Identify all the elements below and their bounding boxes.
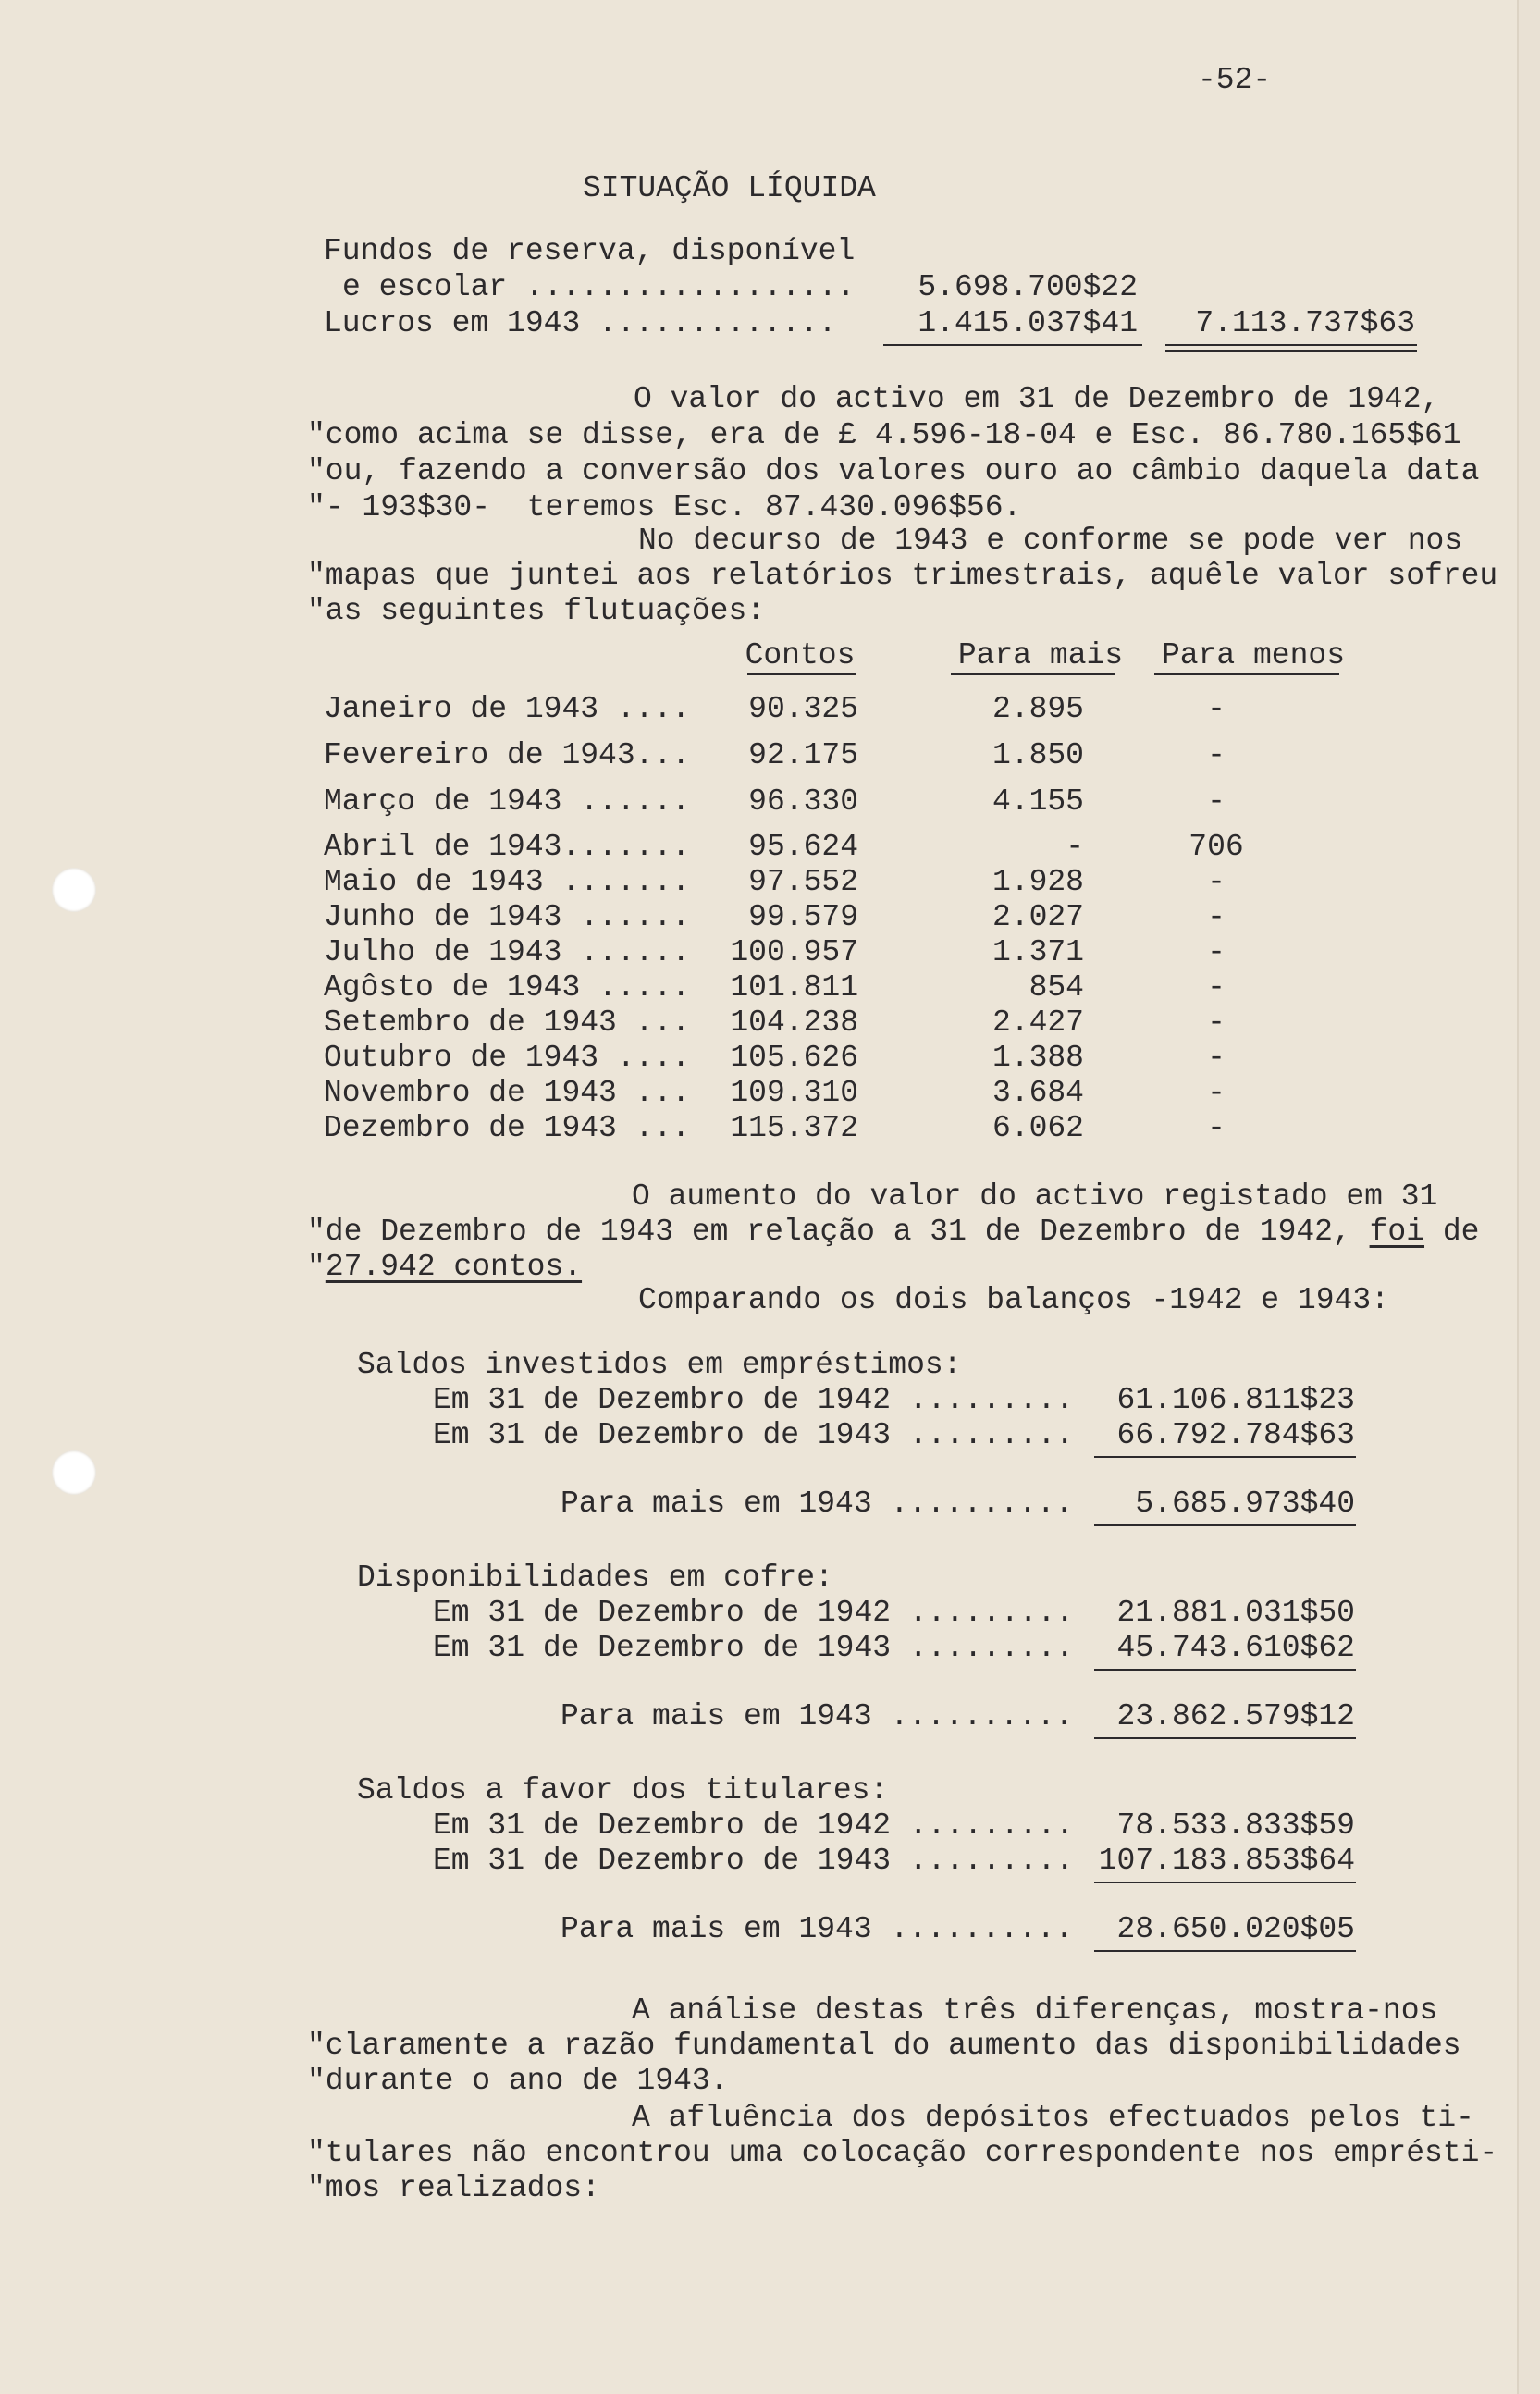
paragraph-3-line-3 — [307, 1250, 582, 1285]
table-row-para-menos: - — [1207, 900, 1226, 934]
paragraph-3-underlined-word: foi — [1369, 1215, 1425, 1249]
table-row-contos: 96.330 — [748, 784, 858, 819]
double-underline — [1165, 344, 1417, 346]
paragraph-2-line-2: "mapas que juntei aos relatórios trimestrais, aquêle valor sofreu — [307, 559, 1498, 593]
header-underline — [747, 673, 856, 675]
table-row-para-menos: - — [1207, 865, 1226, 899]
table-row-contos: 92.175 — [748, 738, 858, 772]
paragraph-1-line-3: "ou, fazendo a conversão dos valores ouro ao câmbio daquela data — [307, 454, 1480, 488]
section-row-value: 61.106.811$23 — [1116, 1383, 1355, 1417]
section-heading: Saldos investidos em empréstimos: — [357, 1348, 962, 1382]
reserve-total: 7.113.737$63 — [1195, 306, 1415, 340]
table-row-para-mais: 1.850 — [992, 738, 1084, 772]
table-row-month: Julho de 1943 ...... — [324, 935, 691, 969]
table-row-contos: 99.579 — [748, 900, 858, 934]
table-row-month: Março de 1943 ...... — [324, 784, 691, 819]
section-title: SITUAÇÃO LÍQUIDA — [583, 171, 876, 205]
page-number: -52- — [1198, 63, 1272, 97]
section-row-label: Em 31 de Dezembro de 1942 ......... — [433, 1808, 1075, 1843]
difference-label: Para mais em 1943 .......... — [561, 1487, 1074, 1521]
paragraph-1-line-4: "- 193$30- teremos Esc. 87.430.096$56. — [307, 490, 1022, 524]
table-row-contos: 115.372 — [730, 1111, 858, 1145]
table-row-para-mais: 3.684 — [992, 1076, 1084, 1110]
column-header-para-mais: Para mais — [957, 638, 1124, 673]
difference-underline — [1094, 1950, 1356, 1952]
table-row-para-menos: - — [1207, 738, 1226, 772]
section-row-label: Em 31 de Dezembro de 1943 ......... — [433, 1418, 1075, 1452]
table-row-month: Abril de 1943....... — [324, 830, 691, 864]
paragraph-3-line-2 — [307, 1215, 1479, 1250]
header-underline — [1154, 673, 1339, 675]
section-row-label: Em 31 de Dezembro de 1943 ......... — [433, 1844, 1075, 1878]
difference-underline — [1094, 1524, 1356, 1526]
paragraph-1-line-1: O valor do activo em 31 de Dezembro de 1942, — [634, 382, 1440, 416]
table-row-para-mais: 854 — [1029, 970, 1084, 1005]
difference-underline — [1094, 1737, 1356, 1739]
comparing-heading: Comparando os dois balanços -1942 e 1943: — [638, 1283, 1389, 1317]
punch-hole — [52, 868, 96, 912]
table-row-contos: 109.310 — [730, 1076, 858, 1110]
table-row-para-mais: 2.427 — [992, 1006, 1084, 1040]
section-row-value: 21.881.031$50 — [1116, 1596, 1355, 1630]
difference-value: 23.862.579$12 — [1116, 1699, 1355, 1734]
section-row-label: Em 31 de Dezembro de 1943 ......... — [433, 1631, 1075, 1665]
section-row-label: Em 31 de Dezembro de 1942 ......... — [433, 1383, 1075, 1417]
table-row-month: Dezembro de 1943 ... — [324, 1111, 691, 1145]
section-heading: Disponibilidades em cofre: — [357, 1561, 833, 1595]
table-row-contos: 90.325 — [748, 692, 858, 726]
table-row-month: Novembro de 1943 ... — [324, 1076, 691, 1110]
table-row-para-mais: 2.027 — [992, 900, 1084, 934]
section-row-label: Em 31 de Dezembro de 1942 ......... — [433, 1596, 1075, 1630]
section-row-value: 107.183.853$64 — [1098, 1844, 1355, 1878]
table-row-contos: 105.626 — [730, 1041, 858, 1075]
paragraph-1-line-2: "como acima se disse, era de £ 4.596-18-04 e Esc. 86.780.165$61 — [307, 418, 1461, 452]
reserve-line-1: Fundos de reserva, disponível — [324, 234, 856, 268]
table-row-contos: 97.552 — [748, 865, 858, 899]
table-row-para-mais: 1.371 — [992, 935, 1084, 969]
table-row-para-mais: 1.388 — [992, 1041, 1084, 1075]
paragraph-5-line-3: "mos realizados: — [307, 2171, 600, 2205]
table-row-month: Agôsto de 1943 ..... — [324, 970, 691, 1005]
table-row-para-menos: - — [1207, 692, 1226, 726]
table-row-month: Fevereiro de 1943... — [324, 738, 691, 772]
section-row-value: 45.743.610$62 — [1116, 1631, 1355, 1665]
table-row-month: Janeiro de 1943 .... — [324, 692, 691, 726]
table-row-para-mais: 6.062 — [992, 1111, 1084, 1145]
paragraph-2-line-1: No decurso de 1943 e conforme se pode ver nos — [638, 524, 1463, 558]
table-row-contos: 100.957 — [730, 935, 858, 969]
paragraph-3-text: "de Dezembro de 1943 em relação a 31 de Dezembro de 1942, — [307, 1215, 1370, 1249]
paragraph-4-line-1: A análise destas três diferenças, mostra-nos — [632, 1993, 1438, 2028]
table-row-para-menos: - — [1207, 1041, 1226, 1075]
header-underline — [951, 673, 1115, 675]
paragraph-5-line-2: "tulares não encontrou uma colocação correspondente nos emprésti- — [307, 2136, 1498, 2170]
double-underline — [1165, 350, 1417, 352]
table-row-month: Junho de 1943 ...... — [324, 900, 691, 934]
underline — [883, 344, 1142, 346]
paragraph-2-line-3: "as seguintes flutuações: — [307, 594, 766, 628]
section-heading: Saldos a favor dos titulares: — [357, 1773, 889, 1808]
table-row-contos: 104.238 — [730, 1006, 858, 1040]
subtotal-underline — [1094, 1456, 1356, 1458]
difference-value: 28.650.020$05 — [1116, 1912, 1355, 1946]
difference-label: Para mais em 1943 .......... — [561, 1699, 1074, 1734]
paragraph-3-text: de — [1424, 1215, 1480, 1249]
punch-hole — [52, 1450, 96, 1495]
section-row-value: 66.792.784$63 — [1116, 1418, 1355, 1452]
ditto-mark: " — [307, 1250, 326, 1284]
reserve-line-2: e escolar .................. — [342, 270, 856, 304]
table-row-para-menos: - — [1207, 970, 1226, 1005]
table-row-para-menos: - — [1207, 1006, 1226, 1040]
reserve-line-3: Lucros em 1943 ............. — [324, 306, 837, 340]
reserve-value-2: 1.415.037$41 — [918, 306, 1138, 340]
difference-label: Para mais em 1943 .......... — [561, 1912, 1074, 1946]
paragraph-5-line-1: A afluência dos depósitos efectuados pelos ti- — [632, 2101, 1474, 2135]
table-row-para-mais: 2.895 — [992, 692, 1084, 726]
table-row-para-menos: - — [1207, 1111, 1226, 1145]
paragraph-4-line-3: "durante o ano de 1943. — [307, 2064, 729, 2098]
subtotal-underline — [1094, 1669, 1356, 1671]
paragraph-3-underlined-amount: 27.942 contos. — [325, 1250, 583, 1284]
table-row-para-menos: 706 — [1189, 830, 1244, 864]
table-row-month: Maio de 1943 ....... — [324, 865, 691, 899]
table-row-para-mais: 1.928 — [992, 865, 1084, 899]
reserve-value-1: 5.698.700$22 — [918, 270, 1138, 304]
paragraph-4-line-2: "claramente a razão fundamental do aumento das disponibilidades — [307, 2029, 1461, 2063]
paragraph-3-line-1: O aumento do valor do activo registado em 31 — [632, 1179, 1438, 1214]
column-header-contos: Contos — [745, 638, 856, 673]
section-row-value: 78.533.833$59 — [1116, 1808, 1355, 1843]
table-row-para-menos: - — [1207, 935, 1226, 969]
table-row-para-menos: - — [1207, 1076, 1226, 1110]
table-row-para-mais: 4.155 — [992, 784, 1084, 819]
table-row-contos: 101.811 — [730, 970, 858, 1005]
table-row-contos: 95.624 — [748, 830, 858, 864]
table-row-month: Setembro de 1943 ... — [324, 1006, 691, 1040]
subtotal-underline — [1094, 1882, 1356, 1883]
table-row-para-mais: - — [1066, 830, 1084, 864]
column-header-para-menos: Para menos — [1161, 638, 1346, 673]
table-row-month: Outubro de 1943 .... — [324, 1041, 691, 1075]
difference-value: 5.685.973$40 — [1135, 1487, 1355, 1521]
table-row-para-menos: - — [1207, 784, 1226, 819]
